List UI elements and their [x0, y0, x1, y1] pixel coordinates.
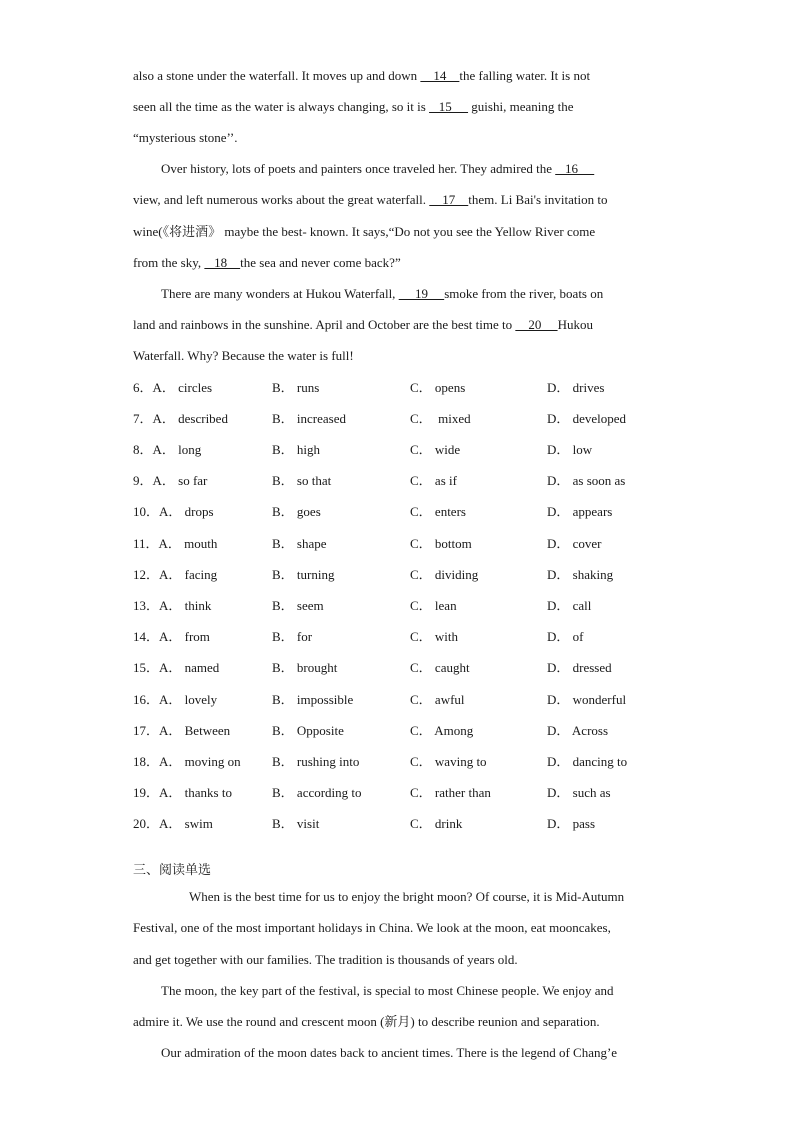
passage-line: Festival, one of the most important holidays in China. We look at the moon, eat mooncakes,: [133, 920, 611, 935]
option-b[interactable]: B． rushing into: [272, 754, 360, 769]
option-b[interactable]: B． seem: [272, 598, 324, 613]
option-a[interactable]: 13．A． think: [133, 598, 212, 613]
passage-text: wine(《将进酒》 maybe the best- known. It says,“Do not you see the Yellow River come: [133, 224, 596, 239]
passage-line: and get together with our families. The tradition is thousands of years old.: [133, 952, 518, 967]
passage-text: There are many wonders at Hukou Waterfall,: [161, 286, 399, 301]
option-d[interactable]: D． cover: [547, 536, 602, 551]
blank-15: 15: [429, 99, 469, 114]
option-c[interactable]: C． awful: [410, 692, 465, 707]
option-b[interactable]: B． according to: [272, 785, 362, 800]
option-a[interactable]: 11．A． mouth: [133, 536, 218, 551]
option-a[interactable]: 14．A． from: [133, 629, 210, 644]
question-options: [133, 629, 693, 645]
option-c[interactable]: C． as if: [410, 473, 457, 488]
option-a[interactable]: 16．A． lovely: [133, 692, 218, 707]
option-a[interactable]: 18．A． moving on: [133, 754, 241, 769]
blank-19: 19: [398, 286, 445, 301]
passage-text: the sea and never come back?”: [240, 255, 401, 270]
question-options: [133, 473, 693, 489]
question-options: [133, 816, 693, 832]
option-d[interactable]: D． pass: [547, 816, 596, 831]
option-b[interactable]: B． high: [272, 442, 321, 457]
option-d[interactable]: D． as soon as: [547, 473, 626, 488]
option-c[interactable]: C． drink: [410, 816, 463, 831]
option-a[interactable]: 7．A． described: [133, 411, 228, 426]
option-b[interactable]: B． for: [272, 629, 313, 644]
passage-line: Our admiration of the moon dates back to ancient times. There is the legend of Chang’e: [161, 1045, 618, 1060]
option-b[interactable]: B． Opposite: [272, 723, 344, 738]
option-b[interactable]: B． turning: [272, 567, 335, 582]
blank-17: 17: [429, 192, 469, 207]
question-options: [133, 536, 693, 552]
option-a[interactable]: 9．A． so far: [133, 473, 208, 488]
option-d[interactable]: D． call: [547, 598, 592, 613]
option-c[interactable]: C． lean: [410, 598, 457, 613]
question-options: [133, 504, 693, 520]
option-a[interactable]: 12．A． facing: [133, 567, 218, 582]
passage-text: them. Li Bai's invitation to: [468, 192, 608, 207]
blank-20: 20: [515, 317, 558, 332]
question-options: [133, 660, 693, 676]
section-heading: 三、阅读单选: [133, 862, 212, 877]
option-c[interactable]: C． dividing: [410, 567, 479, 582]
passage-line: [133, 317, 658, 333]
option-b[interactable]: B． increased: [272, 411, 347, 426]
option-d[interactable]: D． dancing to: [547, 754, 628, 769]
passage-text: seen all the time as the water is always changing, so it is: [133, 99, 430, 114]
option-a[interactable]: 17．A． Between: [133, 723, 231, 738]
option-d[interactable]: D． drives: [547, 380, 605, 395]
passage-line: The moon, the key part of the festival, is special to most Chinese people. We enjoy and: [161, 983, 614, 998]
passage-text: “mysterious stone’’.: [133, 130, 238, 145]
question-options: [133, 754, 693, 770]
option-c[interactable]: C． mixed: [410, 411, 471, 426]
passage-text: also a stone under the waterfall. It moves up and down: [133, 68, 421, 83]
option-b[interactable]: B． visit: [272, 816, 320, 831]
option-d[interactable]: D． such as: [547, 785, 611, 800]
passage-line: [133, 192, 658, 208]
question-options: [133, 380, 693, 396]
option-b[interactable]: B． runs: [272, 380, 320, 395]
option-c[interactable]: C． caught: [410, 660, 470, 675]
option-b[interactable]: B． impossible: [272, 692, 354, 707]
option-c[interactable]: C． rather than: [410, 785, 491, 800]
passage-text: Hukou: [557, 317, 593, 332]
option-d[interactable]: D． developed: [547, 411, 627, 426]
option-a[interactable]: 10．A． drops: [133, 504, 214, 519]
option-b[interactable]: B． brought: [272, 660, 338, 675]
question-options: [133, 598, 693, 614]
question-options: [133, 567, 693, 583]
passage-line: [133, 348, 658, 364]
option-c[interactable]: C． enters: [410, 504, 466, 519]
option-d[interactable]: D． low: [547, 442, 593, 457]
blank-16: 16: [555, 161, 595, 176]
option-d[interactable]: D． of: [547, 629, 584, 644]
option-b[interactable]: B． shape: [272, 536, 327, 551]
passage-text: the falling water. It is not: [459, 68, 591, 83]
passage-line: [133, 99, 658, 115]
option-d[interactable]: D． wonderful: [547, 692, 627, 707]
option-c[interactable]: C． with: [410, 629, 459, 644]
option-a[interactable]: 6．A． circles: [133, 380, 213, 395]
option-c[interactable]: C． wide: [410, 442, 461, 457]
passage-text: Waterfall. Why? Because the water is full!: [133, 348, 354, 363]
option-a[interactable]: 8．A． long: [133, 442, 202, 457]
passage-line: When is the best time for us to enjoy the bright moon? Of course, it is Mid-Autumn: [189, 889, 625, 904]
option-c[interactable]: C． waving to: [410, 754, 487, 769]
option-d[interactable]: D． appears: [547, 504, 613, 519]
passage-line: admire it. We use the round and crescent moon (新月) to describe reunion and separation.: [133, 1014, 600, 1029]
passage-line: [133, 68, 658, 84]
question-options: [133, 411, 693, 427]
passage-line: [133, 130, 658, 146]
option-a[interactable]: 20．A． swim: [133, 816, 213, 831]
passage-text: view, and left numerous works about the great waterfall.: [133, 192, 430, 207]
option-d[interactable]: D． dressed: [547, 660, 612, 675]
question-options: [133, 692, 693, 708]
passage-text: land and rainbows in the sunshine. April and October are the best time to: [133, 317, 516, 332]
passage-line: [133, 224, 658, 240]
question-options: [133, 442, 693, 458]
passage-text: smoke from the river, boats on: [444, 286, 604, 301]
passage-text: from the sky,: [133, 255, 205, 270]
option-a[interactable]: 19．A． thanks to: [133, 785, 232, 800]
passage-text: Over history, lots of poets and painters once traveled her. They admired the: [161, 161, 556, 176]
option-a[interactable]: 15．A． named: [133, 660, 220, 675]
passage-line: [133, 161, 658, 177]
passage-line: [133, 286, 658, 302]
option-b[interactable]: B． so that: [272, 473, 332, 488]
option-d[interactable]: D． shaking: [547, 567, 614, 582]
blank-18: 18: [204, 255, 241, 270]
option-c[interactable]: C． bottom: [410, 536, 472, 551]
question-options: [133, 723, 693, 739]
passage-text: guishi, meaning the: [468, 99, 574, 114]
question-options: [133, 785, 693, 801]
option-c[interactable]: C． Among: [410, 723, 474, 738]
blank-14: 14: [420, 68, 460, 83]
option-d[interactable]: D． Across: [547, 723, 609, 738]
option-c[interactable]: C． opens: [410, 380, 466, 395]
option-b[interactable]: B． goes: [272, 504, 321, 519]
passage-line: [133, 255, 658, 271]
